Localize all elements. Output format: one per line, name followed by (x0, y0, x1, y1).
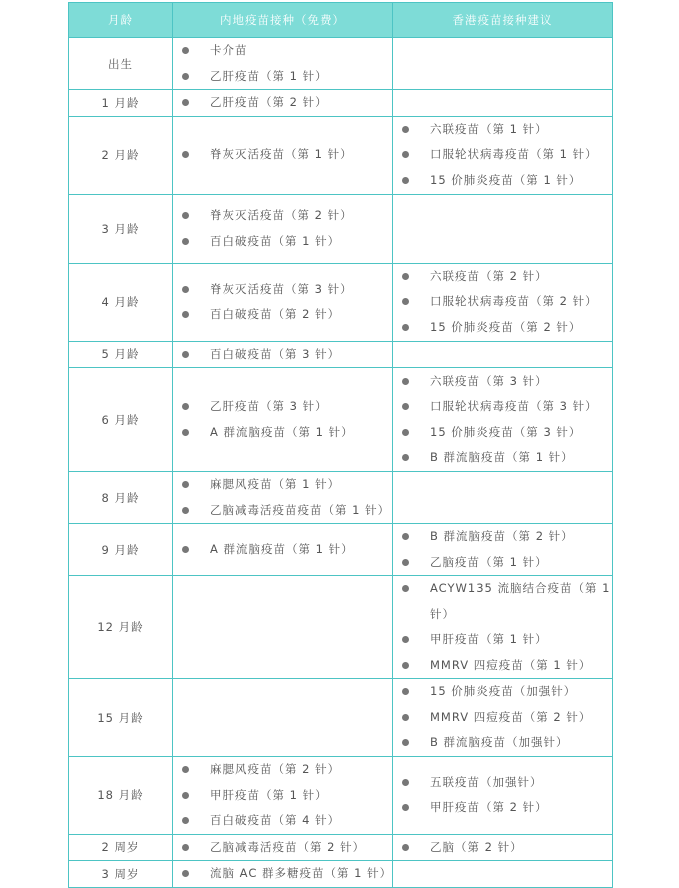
table-row (69, 263, 613, 341)
table-row (69, 834, 613, 861)
mainland-cell (173, 341, 393, 368)
table-row (69, 194, 613, 263)
vaccine-item: B 群流脑疫苗（第 1 针） (402, 445, 612, 471)
mainland-cell (173, 116, 393, 194)
vaccine-item: MMRV 四痘疫苗（第 2 针） (402, 705, 612, 731)
vaccine-list (402, 679, 612, 756)
vaccine-item: 百白破疫苗（第 1 针） (182, 229, 392, 255)
mainland-cell (173, 368, 393, 472)
vaccine-item: 15 价肺炎疫苗（第 2 针） (402, 315, 612, 341)
hongkong-cell (393, 524, 613, 576)
table-row (69, 38, 613, 90)
vaccine-schedule-table (68, 2, 613, 888)
age-cell: 4 月龄 (69, 263, 173, 341)
table-row (69, 368, 613, 472)
vaccine-item: 卡介苗 (182, 38, 392, 64)
header-age: 月龄 (69, 3, 173, 38)
table-row (69, 861, 613, 888)
vaccine-list (182, 537, 392, 563)
mainland-cell (173, 90, 393, 117)
vaccine-item: 麻腮风疫苗（第 2 针） (182, 757, 392, 783)
vaccine-list (402, 835, 612, 861)
vaccine-list (182, 757, 392, 834)
vaccine-list (182, 861, 392, 887)
age-cell: 5 月龄 (69, 341, 173, 368)
vaccine-item: 口服轮状病毒疫苗（第 3 针） (402, 394, 612, 420)
mainland-cell (173, 757, 393, 835)
hongkong-cell (393, 679, 613, 757)
hongkong-cell (393, 194, 613, 263)
table-row (69, 524, 613, 576)
vaccine-item: 乙脑减毒活疫苗（第 2 针） (182, 835, 392, 861)
vaccine-list (402, 524, 612, 575)
age-cell: 8 月龄 (69, 472, 173, 524)
hongkong-cell (393, 90, 613, 117)
vaccine-item: ACYW135 流脑结合疫苗（第 1 针） (402, 576, 612, 627)
table-row (69, 116, 613, 194)
vaccine-schedule (68, 2, 612, 888)
age-cell: 2 周岁 (69, 834, 173, 861)
vaccine-item: 乙肝疫苗（第 3 针） (182, 394, 392, 420)
table-row (69, 576, 613, 679)
vaccine-list (182, 90, 392, 116)
vaccine-list (402, 369, 612, 471)
table-header-row (69, 3, 613, 38)
vaccine-list (182, 277, 392, 328)
table-row (69, 472, 613, 524)
hongkong-cell (393, 263, 613, 341)
vaccine-item: MMRV 四痘疫苗（第 1 针） (402, 653, 612, 679)
hongkong-cell (393, 368, 613, 472)
table-body (69, 38, 613, 888)
vaccine-item: 五联疫苗（加强针） (402, 770, 612, 796)
vaccine-item: 15 价肺炎疫苗（第 3 针） (402, 420, 612, 446)
vaccine-item: 乙肝疫苗（第 1 针） (182, 64, 392, 90)
vaccine-list (182, 835, 392, 861)
mainland-cell (173, 38, 393, 90)
vaccine-item: 百白破疫苗（第 4 针） (182, 808, 392, 834)
age-cell: 出生 (69, 38, 173, 90)
vaccine-item: 口服轮状病毒疫苗（第 1 针） (402, 142, 612, 168)
mainland-cell (173, 679, 393, 757)
vaccine-item: B 群流脑疫苗（第 2 针） (402, 524, 612, 550)
vaccine-item: B 群流脑疫苗（加强针） (402, 730, 612, 756)
vaccine-list (182, 203, 392, 254)
age-cell: 1 月龄 (69, 90, 173, 117)
mainland-cell (173, 576, 393, 679)
vaccine-item: 流脑 AC 群多糖疫苗（第 1 针） (182, 861, 392, 887)
age-cell: 15 月龄 (69, 679, 173, 757)
vaccine-item: 脊灰灭活疫苗（第 3 针） (182, 277, 392, 303)
vaccine-list (402, 264, 612, 341)
vaccine-list (402, 576, 612, 678)
header-mainland: 内地疫苗接种（免费） (173, 3, 393, 38)
vaccine-item: 百白破疫苗（第 2 针） (182, 302, 392, 328)
table-row (69, 90, 613, 117)
vaccine-item: 甲肝疫苗（第 1 针） (182, 783, 392, 809)
vaccine-item: 六联疫苗（第 1 针） (402, 117, 612, 143)
vaccine-list (402, 770, 612, 821)
vaccine-list (182, 38, 392, 89)
vaccine-item: 六联疫苗（第 3 针） (402, 369, 612, 395)
hongkong-cell (393, 576, 613, 679)
vaccine-item: 乙脑减毒活疫苗疫苗（第 1 针） (182, 498, 392, 524)
vaccine-item: A 群流脑疫苗（第 1 针） (182, 420, 392, 446)
vaccine-item: 15 价肺炎疫苗（加强针） (402, 679, 612, 705)
mainland-cell (173, 194, 393, 263)
age-cell: 3 月龄 (69, 194, 173, 263)
hongkong-cell (393, 38, 613, 90)
hongkong-cell (393, 116, 613, 194)
vaccine-item: 百白破疫苗（第 3 针） (182, 342, 392, 368)
table-row (69, 341, 613, 368)
vaccine-item: 六联疫苗（第 2 针） (402, 264, 612, 290)
vaccine-list (182, 472, 392, 523)
vaccine-item: 15 价肺炎疫苗（第 1 针） (402, 168, 612, 194)
age-cell: 6 月龄 (69, 368, 173, 472)
mainland-cell (173, 524, 393, 576)
age-cell: 3 周岁 (69, 861, 173, 888)
age-cell: 2 月龄 (69, 116, 173, 194)
vaccine-item: 口服轮状病毒疫苗（第 2 针） (402, 289, 612, 315)
age-cell: 18 月龄 (69, 757, 173, 835)
age-cell: 12 月龄 (69, 576, 173, 679)
vaccine-item: 乙脑疫苗（第 1 针） (402, 550, 612, 576)
vaccine-item: 麻腮风疫苗（第 1 针） (182, 472, 392, 498)
mainland-cell (173, 861, 393, 888)
vaccine-item: 乙脑（第 2 针） (402, 835, 612, 861)
vaccine-item: 甲肝疫苗（第 2 针） (402, 795, 612, 821)
hongkong-cell (393, 834, 613, 861)
mainland-cell (173, 263, 393, 341)
vaccine-item: 脊灰灭活疫苗（第 1 针） (182, 142, 392, 168)
vaccine-item: 乙肝疫苗（第 2 针） (182, 90, 392, 116)
mainland-cell (173, 472, 393, 524)
vaccine-item: A 群流脑疫苗（第 1 针） (182, 537, 392, 563)
vaccine-list (402, 117, 612, 194)
vaccine-list (182, 342, 392, 368)
vaccine-list (182, 142, 392, 168)
hongkong-cell (393, 861, 613, 888)
age-cell: 9 月龄 (69, 524, 173, 576)
table-row (69, 757, 613, 835)
mainland-cell (173, 834, 393, 861)
hongkong-cell (393, 757, 613, 835)
header-hongkong: 香港疫苗接种建议 (393, 3, 613, 38)
vaccine-list (182, 394, 392, 445)
hongkong-cell (393, 341, 613, 368)
hongkong-cell (393, 472, 613, 524)
table-row (69, 679, 613, 757)
vaccine-item: 脊灰灭活疫苗（第 2 针） (182, 203, 392, 229)
vaccine-item: 甲肝疫苗（第 1 针） (402, 627, 612, 653)
